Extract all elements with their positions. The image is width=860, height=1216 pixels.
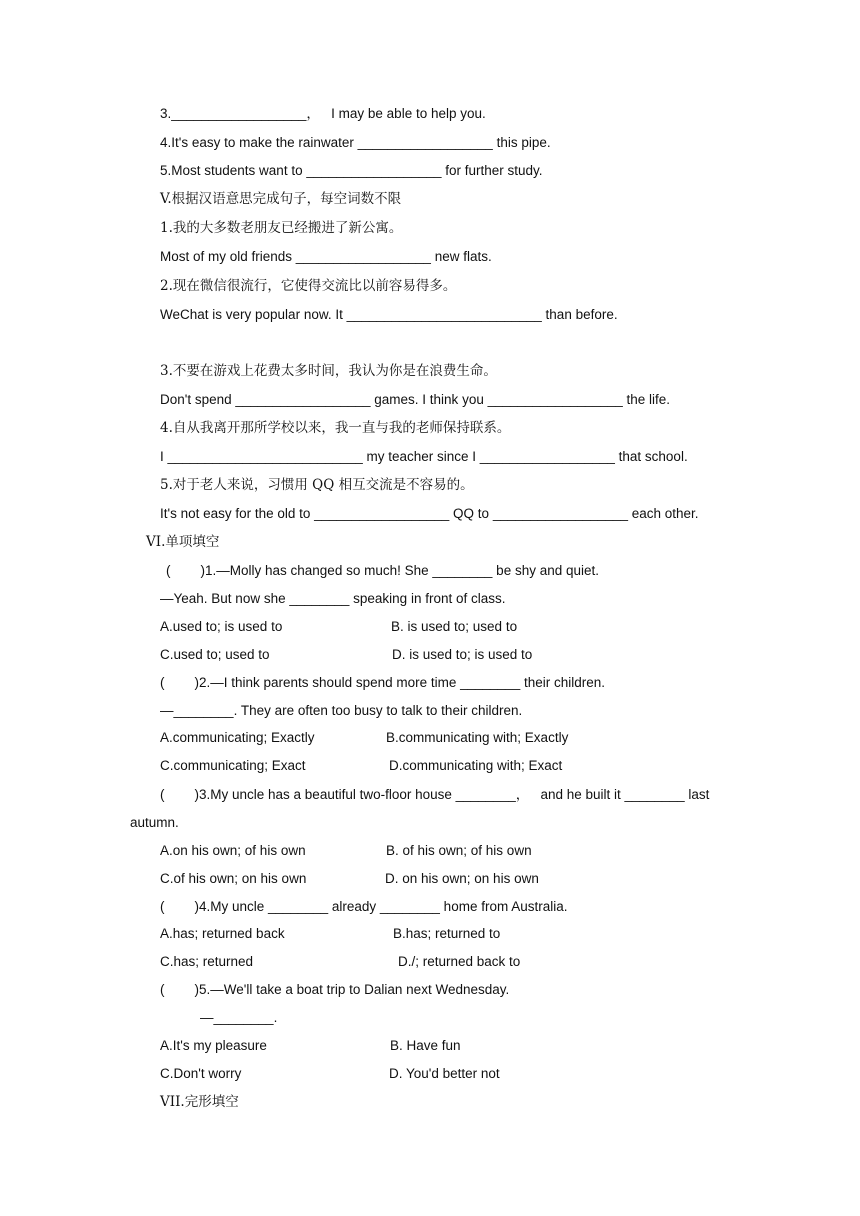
- mcq-2-stem-2: —________. They are often too busy to talk to their children.: [160, 703, 523, 718]
- mcq-5-stem-2: —________.: [200, 1010, 278, 1025]
- mcq-1-option-b: B. is used to; used to: [391, 619, 518, 634]
- mcq-2-option-c: C.communicating; Exact: [160, 758, 306, 773]
- mcq-2-stem: ( )2.—I think parents should spend more time ________ their children.: [160, 675, 605, 690]
- mcq-2-option-a: A.communicating; Exactly: [160, 730, 315, 745]
- mcq-5-option-a: A.It's my pleasure: [160, 1038, 267, 1053]
- question-iv-4: 4.It's easy to make the rainwater __________________ this pipe.: [160, 135, 551, 150]
- section-v-item-5-en: It's not easy for the old to __________________ QQ to __________________ each other.: [160, 506, 699, 521]
- mcq-4-option-b: B.has; returned to: [393, 926, 501, 941]
- mcq-1-stem-2: —Yeah. But now she ________ speaking in front of class.: [160, 591, 506, 606]
- mcq-2-option-d: D.communicating with; Exact: [389, 758, 563, 773]
- section-v-item-4-cn: 4.自从我离开那所学校以来，我一直与我的老师保持联系。: [160, 420, 511, 436]
- mcq-3-option-b: B. of his own; of his own: [386, 843, 532, 858]
- section-v-item-3-cn: 3.不要在游戏上花费太多时间，我认为你是在浪费生命。: [160, 363, 497, 379]
- section-v-item-3-en: Don't spend __________________ games. I think you __________________ the life.: [160, 392, 671, 407]
- mcq-1-option-c: C.used to; used to: [160, 647, 270, 662]
- section-v-item-2-en: WeChat is very popular now. It __________________________ than before.: [160, 307, 618, 322]
- mcq-4-option-d: D./; returned back to: [398, 954, 521, 969]
- section-v-item-5-cn: 5.对于老人来说，习惯用 QQ 相互交流是不容易的。: [160, 477, 474, 493]
- mcq-5-option-c: C.Don't worry: [160, 1066, 242, 1081]
- mcq-4-stem: ( )4.My uncle ________ already ________ home from Australia.: [160, 899, 568, 914]
- mcq-2-option-b: B.communicating with; Exactly: [386, 730, 569, 745]
- mcq-3-stem-2: autumn.: [130, 815, 179, 830]
- section-v-item-1-en: Most of my old friends __________________ new flats.: [160, 249, 492, 264]
- section-v-item-1-cn: 1.我的大多数老朋友已经搬进了新公寓。: [160, 220, 403, 236]
- mcq-3-option-a: A.on his own; of his own: [160, 843, 306, 858]
- mcq-5-option-b: B. Have fun: [390, 1038, 461, 1053]
- section-v-item-4-en: I __________________________ my teacher since I __________________ that school.: [160, 449, 688, 464]
- section-vii-heading: VII.完形填空: [160, 1094, 239, 1110]
- mcq-5-option-d: D. You'd better not: [389, 1066, 500, 1081]
- section-vi-heading: VI.单项填空: [146, 534, 220, 550]
- mcq-5-stem: ( )5.—We'll take a boat trip to Dalian next Wednesday.: [160, 982, 510, 997]
- mcq-3-stem: ( )3.My uncle has a beautiful two-floor house ________， and he built it ________ last: [160, 787, 710, 802]
- question-iv-5: 5.Most students want to __________________ for further study.: [160, 163, 543, 178]
- mcq-3-option-d: D. on his own; on his own: [385, 871, 539, 886]
- mcq-4-option-a: A.has; returned back: [160, 926, 285, 941]
- mcq-1-stem: ( )1.—Molly has changed so much! She ________ be shy and quiet.: [166, 563, 600, 578]
- section-v-heading: V.根据汉语意思完成句子，每空词数不限: [160, 191, 402, 207]
- mcq-1-option-d: D. is used to; is used to: [392, 647, 533, 662]
- mcq-4-option-c: C.has; returned: [160, 954, 254, 969]
- section-v-item-2-cn: 2.现在微信很流行，它使得交流比以前容易得多。: [160, 278, 457, 294]
- mcq-1-option-a: A.used to; is used to: [160, 619, 283, 634]
- mcq-3-option-c: C.of his own; on his own: [160, 871, 307, 886]
- question-iv-3: 3.__________________， I may be able to help you.: [160, 106, 486, 121]
